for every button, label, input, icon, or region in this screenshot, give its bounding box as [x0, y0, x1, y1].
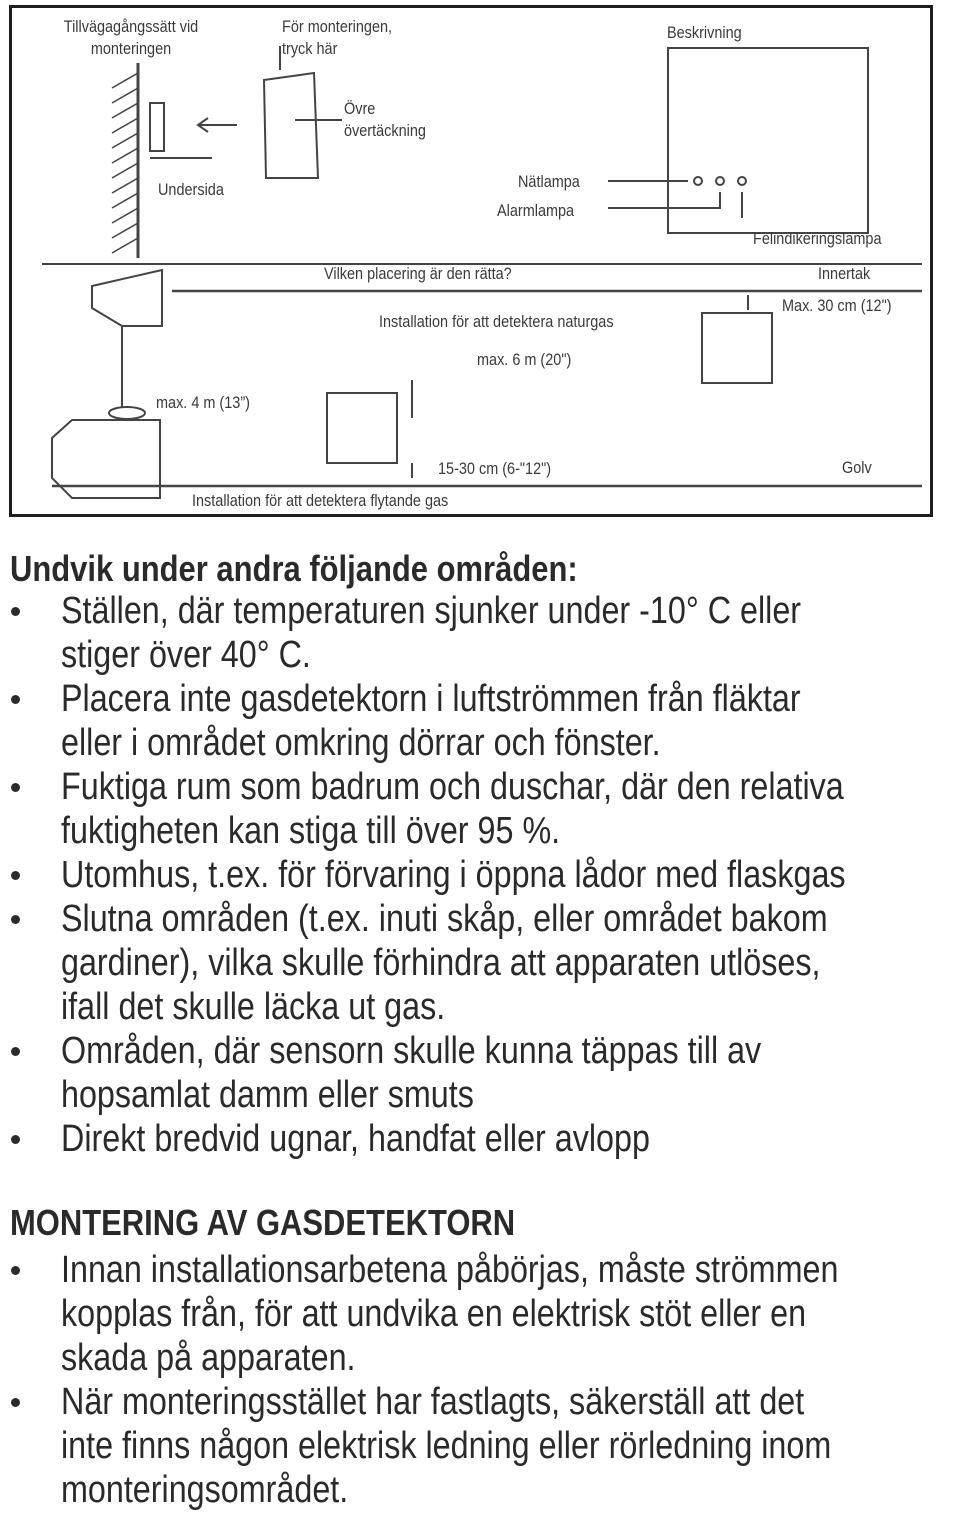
diagram-drawing	[12, 8, 930, 514]
list-item: Områden, där sensorn skulle kunna täppas till av hopsamlat damm eller smuts	[0, 1029, 960, 1117]
label-alarm-lamp: Alarmlampa	[497, 201, 575, 220]
label-net-lamp: Nätlampa	[518, 172, 580, 191]
label-range-15-30: 15-30 cm (6-"12")	[438, 459, 552, 478]
label-method: Tillvägagångssätt vid monteringen	[63, 17, 199, 58]
list-item: Direkt bredvid ugnar, handfat eller avlopp	[0, 1117, 960, 1161]
list-item: När monteringsstället har fastlagts, säkerställ att det inte finns någon elektrisk ledning eller rörledning inom monteringsområdet.	[0, 1380, 960, 1512]
label-max-30: Max. 30 cm (12")	[782, 296, 892, 315]
label-press-here: För monteringen, tryck här	[282, 17, 393, 58]
label-liquid-gas: Installation för att detektera flytande gas	[192, 491, 449, 510]
installation-diagram	[9, 5, 933, 517]
label-fault-lamp: Felindikeringslampa	[753, 229, 882, 248]
avoid-heading: Undvik under andra följande områden:	[10, 548, 578, 589]
label-question: Vilken placering är den rätta?	[324, 264, 512, 283]
label-description: Beskrivning	[667, 23, 742, 42]
label-upper-cover: Övre övertäckning	[344, 99, 426, 140]
list-item: Slutna områden (t.ex. inuti skåp, eller området bakom gardiner), vilka skulle förhindra att apparaten utlöses, ifall det skulle läcka ut gas.	[0, 897, 960, 1029]
label-natural-gas: Installation för att detektera naturgas	[379, 312, 614, 331]
label-max-6m: max. 6 m (20")	[477, 350, 572, 369]
mounting-heading: MONTERING AV GASDETEKTORN	[10, 1202, 516, 1243]
mounting-list	[0, 1248, 960, 1512]
wall-hatching	[112, 73, 138, 253]
list-item: Innan installationsarbetena påbörjas, måste strömmen kopplas från, för att undvika en elektrisk stöt eller en skada på apparaten.	[0, 1248, 960, 1380]
label-floor: Golv	[842, 458, 872, 477]
list-item: Fuktiga rum som badrum och duschar, där den relativa fuktigheten kan stiga till över 95 %.	[0, 765, 960, 853]
list-item: Ställen, där temperaturen sjunker under -10° C eller stiger över 40° C.	[0, 589, 960, 677]
label-max-4m: max. 4 m (13”)	[156, 393, 250, 412]
list-item: Placera inte gasdetektorn i luftströmmen från fläktar eller i området omkring dörrar och fönster.	[0, 677, 960, 765]
label-ceiling: Innertak	[818, 264, 871, 283]
list-item: Utomhus, t.ex. för förvaring i öppna lådor med flaskgas	[0, 853, 960, 897]
label-bottom: Undersida	[158, 180, 224, 199]
avoid-list	[0, 589, 960, 1161]
